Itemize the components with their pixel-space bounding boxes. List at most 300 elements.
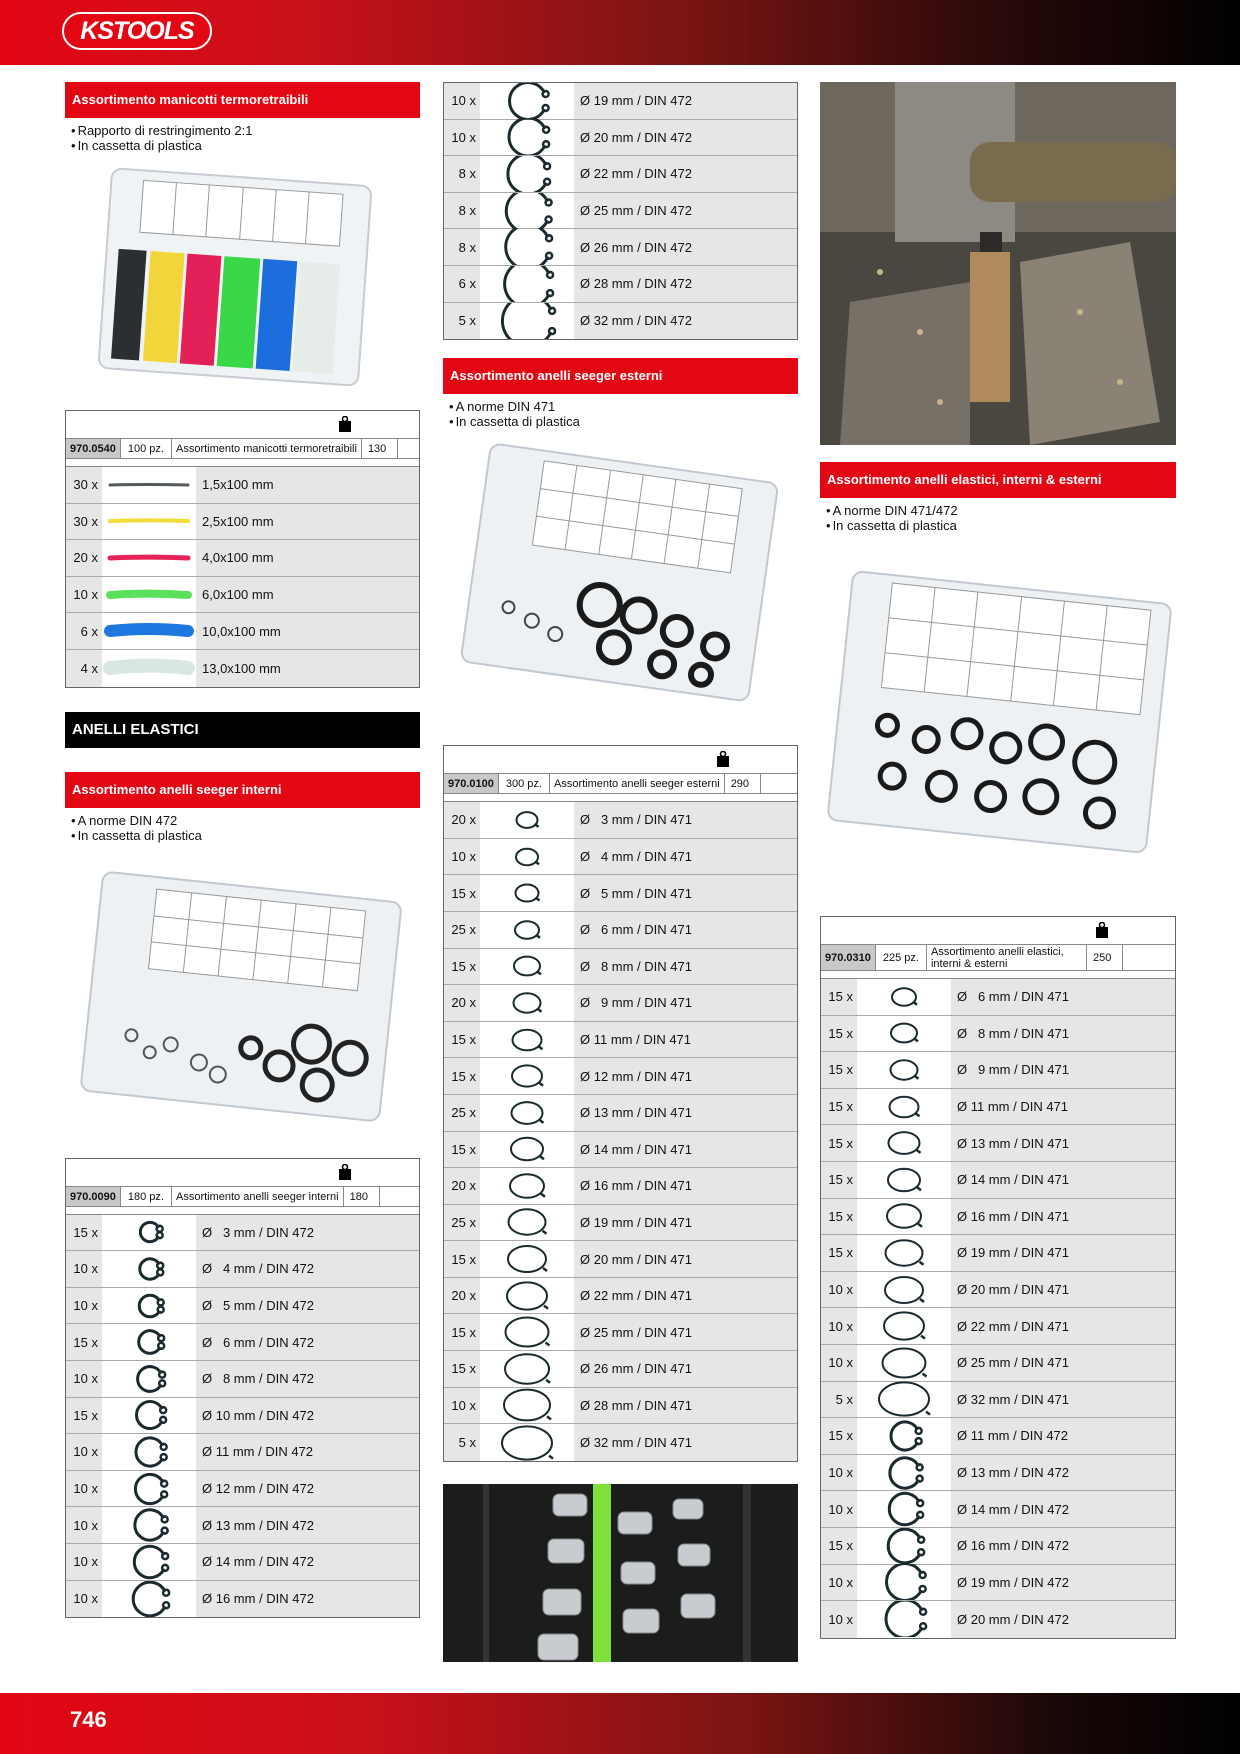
bullet-item: • A norme DIN 471/472 <box>826 503 1176 518</box>
article-qty: 300 pz. <box>499 774 550 793</box>
table-row <box>821 1528 1175 1565</box>
row-quantity: 10 x <box>73 1591 98 1607</box>
header-bar <box>0 0 1240 65</box>
external-circlip-icon <box>480 912 574 948</box>
internal-circlip-icon <box>102 1398 196 1434</box>
spec-info-row <box>821 945 1175 971</box>
external-circlip-icon <box>480 1205 574 1241</box>
article-weight: 180 <box>344 1187 380 1206</box>
table-row <box>66 1507 419 1544</box>
row-quantity: 6 x <box>458 276 476 292</box>
row-label: Ø 16 mm / DIN 472 <box>957 1538 1069 1554</box>
column-right <box>820 82 1176 1639</box>
row-quantity: 10 x <box>828 1318 853 1334</box>
row-quantity: 20 x <box>451 1288 476 1304</box>
external-circlip-icon <box>857 979 951 1015</box>
row-quantity: 20 x <box>451 995 476 1011</box>
external-circlip-icon <box>480 839 574 875</box>
row-label: Ø 28 mm / DIN 471 <box>580 1397 692 1413</box>
row-label: Ø 22 mm / DIN 471 <box>580 1288 692 1304</box>
footer-bar <box>0 1693 1240 1754</box>
row-label: 2,5x100 mm <box>202 513 274 529</box>
row-label: Ø 5 mm / DIN 472 <box>202 1298 314 1314</box>
internal-circlip-icon <box>102 1471 196 1507</box>
external-circlip-icon <box>857 1199 951 1235</box>
external-circlip-icon <box>480 1241 574 1277</box>
external-circlip-icon <box>857 1308 951 1344</box>
article-qty: 100 pz. <box>121 439 172 458</box>
row-quantity: 10 x <box>828 1501 853 1517</box>
external-circlip-icon <box>857 1016 951 1052</box>
table-row <box>66 577 419 614</box>
table-row <box>444 1388 797 1425</box>
row-quantity: 10 x <box>73 1444 98 1460</box>
internal-circlip-icon <box>857 1601 951 1638</box>
external-circlip-icon <box>480 1168 574 1204</box>
sleeve-icon <box>102 650 196 687</box>
weight-icon <box>338 416 352 432</box>
table-row <box>821 1418 1175 1455</box>
row-quantity: 15 x <box>451 1141 476 1157</box>
row-label: 10,0x100 mm <box>202 623 281 639</box>
row-label: Ø 6 mm / DIN 472 <box>202 1334 314 1350</box>
row-label: Ø 28 mm / DIN 472 <box>580 276 692 292</box>
article-qty: 225 pz. <box>876 945 927 970</box>
row-label: Ø 32 mm / DIN 471 <box>957 1391 1069 1407</box>
table-row <box>66 540 419 577</box>
table-row <box>821 1382 1175 1419</box>
table-row <box>444 1022 797 1059</box>
row-quantity: 5 x <box>835 1391 853 1407</box>
table-row <box>66 1398 419 1435</box>
spec-header <box>66 1159 419 1187</box>
table-row <box>821 1601 1175 1638</box>
external-circlip-icon <box>480 1351 574 1387</box>
bullet-list <box>820 503 1176 533</box>
column-middle <box>443 82 798 1662</box>
table-row <box>66 1581 419 1618</box>
article-desc: Assortimento anelli elastici, interni & esterni <box>927 945 1087 970</box>
external-circlip-icon <box>857 1272 951 1308</box>
internal-circlip-icon <box>102 1251 196 1287</box>
article-code: 970.0090 <box>66 1187 121 1206</box>
table-row <box>444 266 797 303</box>
row-quantity: 10 x <box>828 1355 853 1371</box>
row-quantity: 10 x <box>828 1465 853 1481</box>
table-row <box>66 1288 419 1325</box>
row-quantity: 15 x <box>73 1334 98 1350</box>
spec-table <box>65 1158 420 1619</box>
table-row <box>66 467 419 504</box>
table-row <box>66 1251 419 1288</box>
bullet-item: • In cassetta di plastica <box>71 828 420 843</box>
article-desc: Assortimento anelli seeger interni <box>172 1187 344 1206</box>
column-left <box>65 82 420 1618</box>
weight-icon <box>338 1164 352 1180</box>
internal-circlip-icon <box>857 1528 951 1564</box>
row-label: Ø 4 mm / DIN 472 <box>202 1261 314 1277</box>
internal-circlip-icon <box>102 1434 196 1470</box>
spec-header <box>821 917 1175 945</box>
external-circlip-icon <box>480 1095 574 1131</box>
row-label: Ø 22 mm / DIN 471 <box>957 1318 1069 1334</box>
row-label: 4,0x100 mm <box>202 550 274 566</box>
table-row <box>821 1125 1175 1162</box>
row-label: Ø 20 mm / DIN 471 <box>957 1282 1069 1298</box>
table-row <box>444 1168 797 1205</box>
internal-circlip-icon <box>102 1215 196 1251</box>
spec-gap <box>821 971 1175 979</box>
table-row <box>444 156 797 193</box>
table-row <box>821 1052 1175 1089</box>
product-photo-internal-rings <box>65 847 420 1152</box>
weight-icon <box>1095 922 1109 938</box>
article-code: 970.0310 <box>821 945 876 970</box>
internal-circlip-icon <box>857 1565 951 1601</box>
row-label: Ø 20 mm / DIN 472 <box>957 1611 1069 1627</box>
table-row <box>444 229 797 266</box>
article-weight: 290 <box>725 774 761 793</box>
table-row <box>821 1235 1175 1272</box>
row-quantity: 15 x <box>451 1068 476 1084</box>
table-row <box>444 83 797 120</box>
bullet-item: • In cassetta di plastica <box>449 414 798 429</box>
row-label: Ø 3 mm / DIN 472 <box>202 1224 314 1240</box>
table-row <box>66 650 419 687</box>
row-label: Ø 8 mm / DIN 472 <box>202 1371 314 1387</box>
spec-table <box>65 410 420 688</box>
row-quantity: 30 x <box>73 513 98 529</box>
row-label: Ø 32 mm / DIN 472 <box>580 313 692 329</box>
row-quantity: 15 x <box>828 1428 853 1444</box>
external-circlip-icon <box>480 1058 574 1094</box>
article-qty: 180 pz. <box>121 1187 172 1206</box>
internal-circlip-icon <box>480 156 574 192</box>
row-quantity: 10 x <box>73 1517 98 1533</box>
bullet-list <box>443 399 798 429</box>
article-weight: 250 <box>1087 945 1123 970</box>
internal-circlip-icon <box>480 120 574 156</box>
article-desc: Assortimento manicotti termoretraibili <box>172 439 362 458</box>
section-title: Assortimento manicotti termoretraibili <box>65 82 420 118</box>
row-label: Ø 9 mm / DIN 471 <box>957 1062 1069 1078</box>
spec-info-row <box>66 1187 419 1207</box>
row-quantity: 10 x <box>451 93 476 109</box>
article-code: 970.0540 <box>66 439 121 458</box>
ring-rows-continued <box>443 82 798 340</box>
external-circlip-icon <box>857 1162 951 1198</box>
photo-tool-rack <box>443 1484 798 1662</box>
row-label: Ø 11 mm / DIN 472 <box>202 1444 314 1460</box>
table-row <box>444 120 797 157</box>
row-label: 1,5x100 mm <box>202 477 274 493</box>
article-weight: 130 <box>362 439 398 458</box>
row-label: Ø 13 mm / DIN 472 <box>202 1517 314 1533</box>
row-quantity: 10 x <box>73 1298 98 1314</box>
table-row <box>821 1272 1175 1309</box>
section-title: Assortimento anelli elastici, interni & esterni <box>820 462 1176 498</box>
row-label: Ø 25 mm / DIN 471 <box>580 1324 692 1340</box>
row-quantity: 5 x <box>458 1435 476 1451</box>
internal-circlip-icon <box>102 1288 196 1324</box>
row-quantity: 10 x <box>828 1611 853 1627</box>
table-row <box>444 1205 797 1242</box>
row-quantity: 15 x <box>451 1032 476 1048</box>
row-label: Ø 19 mm / DIN 472 <box>580 93 692 109</box>
sleeve-icon <box>102 467 196 503</box>
internal-circlip-icon <box>102 1544 196 1580</box>
row-quantity: 15 x <box>828 1538 853 1554</box>
internal-circlip-icon <box>857 1491 951 1527</box>
row-quantity: 8 x <box>458 239 476 255</box>
row-label: Ø 25 mm / DIN 472 <box>580 203 692 219</box>
bullet-item: • In cassetta di plastica <box>71 138 420 153</box>
row-quantity: 8 x <box>458 166 476 182</box>
table-row <box>66 613 419 650</box>
row-quantity: 10 x <box>73 1371 98 1387</box>
external-circlip-icon <box>480 802 574 838</box>
table-row <box>444 1132 797 1169</box>
brand-logo: KSTOOLS <box>62 12 212 50</box>
weight-icon <box>716 751 730 767</box>
internal-circlip-icon <box>102 1581 196 1618</box>
bullet-item: • A norme DIN 472 <box>71 813 420 828</box>
row-label: Ø 14 mm / DIN 472 <box>957 1501 1069 1517</box>
row-quantity: 20 x <box>451 1178 476 1194</box>
table-row <box>444 875 797 912</box>
product-photo-external-rings <box>443 433 798 733</box>
row-label: Ø 3 mm / DIN 471 <box>580 812 692 828</box>
sleeve-icon <box>102 613 196 649</box>
row-label: Ø 25 mm / DIN 471 <box>957 1355 1069 1371</box>
table-row <box>444 839 797 876</box>
row-quantity: 20 x <box>451 812 476 828</box>
table-row <box>66 1544 419 1581</box>
row-quantity: 15 x <box>828 1245 853 1261</box>
row-label: Ø 14 mm / DIN 471 <box>957 1172 1069 1188</box>
row-quantity: 10 x <box>828 1574 853 1590</box>
row-quantity: 10 x <box>73 1481 98 1497</box>
external-circlip-icon <box>480 985 574 1021</box>
row-quantity: 15 x <box>451 958 476 974</box>
page-number: 746 <box>70 1707 107 1732</box>
spec-info-row <box>444 774 797 794</box>
internal-circlip-icon <box>480 193 574 229</box>
spec-gap <box>66 459 419 467</box>
row-label: Ø 13 mm / DIN 471 <box>957 1135 1069 1151</box>
internal-circlip-icon <box>102 1507 196 1543</box>
row-quantity: 15 x <box>73 1407 98 1423</box>
table-row <box>821 979 1175 1016</box>
row-label: 13,0x100 mm <box>202 660 281 676</box>
row-label: Ø 6 mm / DIN 471 <box>580 922 692 938</box>
product-photo-mixed-rings <box>820 537 1176 882</box>
row-label: Ø 26 mm / DIN 471 <box>580 1361 692 1377</box>
external-circlip-icon <box>857 1382 951 1418</box>
row-quantity: 15 x <box>451 885 476 901</box>
table-row <box>444 1058 797 1095</box>
row-quantity: 15 x <box>828 1062 853 1078</box>
row-label: Ø 10 mm / DIN 472 <box>202 1407 314 1423</box>
table-row <box>444 802 797 839</box>
row-label: Ø 11 mm / DIN 472 <box>957 1428 1069 1444</box>
row-quantity: 15 x <box>73 1224 98 1240</box>
row-quantity: 6 x <box>80 623 98 639</box>
internal-circlip-icon <box>480 303 574 340</box>
bullet-item: • Rapporto di restringimento 2:1 <box>71 123 420 138</box>
table-row <box>821 1199 1175 1236</box>
row-quantity: 15 x <box>451 1324 476 1340</box>
table-row <box>66 1361 419 1398</box>
table-row <box>821 1016 1175 1053</box>
row-quantity: 15 x <box>451 1251 476 1267</box>
row-label: Ø 13 mm / DIN 471 <box>580 1105 692 1121</box>
table-row <box>444 303 797 340</box>
sleeve-rows <box>66 467 419 687</box>
row-label: Ø 14 mm / DIN 472 <box>202 1554 314 1570</box>
spec-header <box>66 411 419 439</box>
row-quantity: 25 x <box>451 922 476 938</box>
row-label: Ø 12 mm / DIN 472 <box>202 1481 314 1497</box>
ring-rows <box>444 802 797 1461</box>
table-row <box>821 1455 1175 1492</box>
table-row <box>66 1471 419 1508</box>
internal-circlip-icon <box>857 1455 951 1491</box>
spec-table <box>443 745 798 1462</box>
row-label: Ø 19 mm / DIN 472 <box>957 1574 1069 1590</box>
row-label: Ø 26 mm / DIN 472 <box>580 239 692 255</box>
row-quantity: 30 x <box>73 477 98 493</box>
ring-rows <box>821 979 1175 1638</box>
row-label: Ø 20 mm / DIN 472 <box>580 129 692 145</box>
bullet-list <box>65 123 420 153</box>
table-row <box>444 1424 797 1461</box>
spec-info-row <box>66 439 419 459</box>
row-label: Ø 19 mm / DIN 471 <box>580 1214 692 1230</box>
external-circlip-icon <box>857 1345 951 1381</box>
external-circlip-icon <box>480 1278 574 1314</box>
bullet-item: • In cassetta di plastica <box>826 518 1176 533</box>
external-circlip-icon <box>480 1022 574 1058</box>
row-quantity: 10 x <box>828 1282 853 1298</box>
row-quantity: 8 x <box>458 203 476 219</box>
row-quantity: 20 x <box>73 550 98 566</box>
table-row <box>444 1314 797 1351</box>
article-code: 970.0100 <box>444 774 499 793</box>
row-quantity: 15 x <box>828 989 853 1005</box>
external-circlip-icon <box>857 1125 951 1161</box>
table-row <box>821 1491 1175 1528</box>
row-quantity: 15 x <box>451 1361 476 1377</box>
table-row <box>821 1565 1175 1602</box>
row-label: Ø 5 mm / DIN 471 <box>580 885 692 901</box>
external-circlip-icon <box>480 1314 574 1350</box>
section-title: Assortimento anelli seeger interni <box>65 772 420 808</box>
table-row <box>444 985 797 1022</box>
internal-circlip-icon <box>480 83 574 119</box>
spec-table <box>820 916 1176 1639</box>
spec-gap <box>444 794 797 802</box>
external-circlip-icon <box>480 949 574 985</box>
table-row <box>821 1162 1175 1199</box>
internal-circlip-icon <box>480 229 574 265</box>
table-row <box>66 1434 419 1471</box>
row-quantity: 15 x <box>828 1099 853 1115</box>
row-quantity: 15 x <box>828 1172 853 1188</box>
row-label: Ø 11 mm / DIN 471 <box>957 1099 1069 1115</box>
product-photo-heatshrink <box>65 157 420 402</box>
row-label: Ø 11 mm / DIN 471 <box>580 1032 692 1048</box>
table-row <box>444 1351 797 1388</box>
row-label: Ø 16 mm / DIN 471 <box>957 1208 1069 1224</box>
external-circlip-icon <box>480 1132 574 1168</box>
row-quantity: 10 x <box>73 1261 98 1277</box>
external-circlip-icon <box>480 1424 574 1461</box>
row-label: Ø 12 mm / DIN 471 <box>580 1068 692 1084</box>
internal-circlip-icon <box>102 1361 196 1397</box>
row-label: Ø 13 mm / DIN 472 <box>957 1465 1069 1481</box>
internal-circlip-icon <box>102 1324 196 1360</box>
row-quantity: 10 x <box>451 849 476 865</box>
table-row <box>66 1215 419 1252</box>
row-label: Ø 19 mm / DIN 471 <box>957 1245 1069 1261</box>
photo-drill-press <box>820 82 1176 445</box>
spec-gap <box>66 1207 419 1215</box>
row-quantity: 15 x <box>828 1208 853 1224</box>
row-quantity: 25 x <box>451 1105 476 1121</box>
table-row <box>444 1241 797 1278</box>
table-row <box>821 1308 1175 1345</box>
row-quantity: 15 x <box>828 1025 853 1041</box>
row-quantity: 10 x <box>73 587 98 603</box>
row-quantity: 15 x <box>828 1135 853 1151</box>
internal-circlip-icon <box>480 266 574 302</box>
table-row <box>444 949 797 986</box>
row-label: Ø 16 mm / DIN 472 <box>202 1591 314 1607</box>
bullet-list <box>65 813 420 843</box>
row-label: Ø 32 mm / DIN 471 <box>580 1435 692 1451</box>
bullet-item: • A norme DIN 471 <box>449 399 798 414</box>
sleeve-icon <box>102 504 196 540</box>
sleeve-icon <box>102 540 196 576</box>
spec-header <box>444 746 797 774</box>
row-quantity: 4 x <box>80 660 98 676</box>
article-desc: Assortimento anelli seeger esterni <box>550 774 725 793</box>
row-label: Ø 4 mm / DIN 471 <box>580 849 692 865</box>
table-row <box>444 912 797 949</box>
row-quantity: 10 x <box>451 129 476 145</box>
sleeve-icon <box>102 577 196 613</box>
external-circlip-icon <box>857 1089 951 1125</box>
row-quantity: 5 x <box>458 313 476 329</box>
table-row <box>66 504 419 541</box>
row-label: Ø 22 mm / DIN 472 <box>580 166 692 182</box>
external-circlip-icon <box>480 1388 574 1424</box>
section-title: Assortimento anelli seeger esterni <box>443 358 798 394</box>
table-row <box>821 1345 1175 1382</box>
row-label: 6,0x100 mm <box>202 587 274 603</box>
external-circlip-icon <box>480 875 574 911</box>
row-quantity: 10 x <box>73 1554 98 1570</box>
row-label: Ø 8 mm / DIN 471 <box>580 958 692 974</box>
external-circlip-icon <box>857 1052 951 1088</box>
row-quantity: 10 x <box>451 1397 476 1413</box>
category-heading: ANELLI ELASTICI <box>65 712 420 748</box>
table-row <box>444 193 797 230</box>
row-label: Ø 20 mm / DIN 471 <box>580 1251 692 1267</box>
row-quantity: 25 x <box>451 1214 476 1230</box>
table-row <box>444 1278 797 1315</box>
